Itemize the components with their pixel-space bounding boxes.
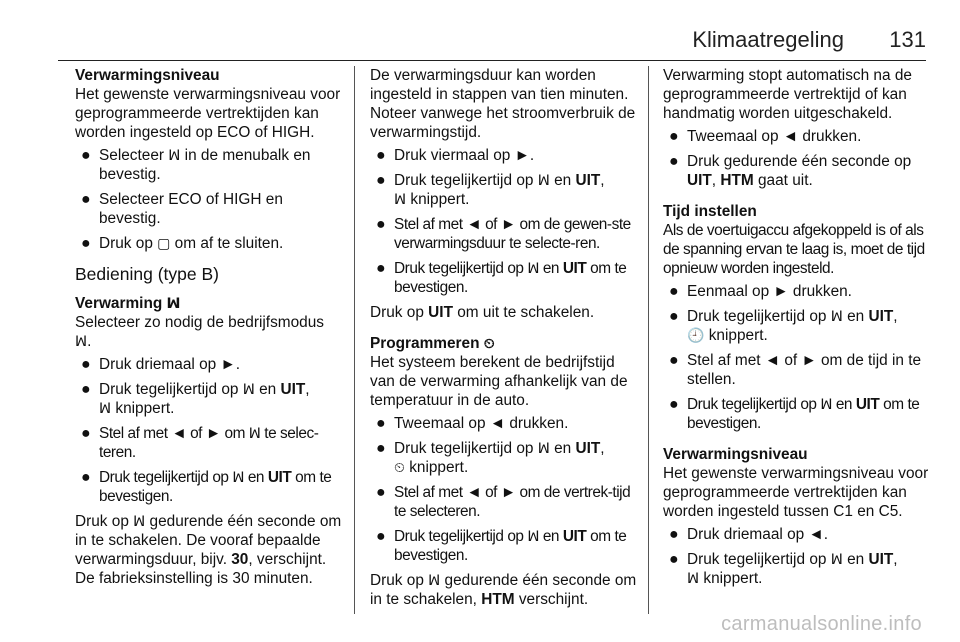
bullet-icon: ● <box>81 381 91 398</box>
heater-icon: ꟽ <box>242 381 255 397</box>
bullet-icon: ● <box>81 425 91 442</box>
bullet-list <box>75 355 343 506</box>
paragraph: Verwarming stopt automatisch na de geprogrammeerde vertrektijd of kan handmatig worden uitgeschakeld. <box>663 67 912 122</box>
bullet-icon: ● <box>669 551 679 568</box>
heater-icon: ꟽ <box>687 570 700 586</box>
heater-icon: ꟽ <box>99 400 112 416</box>
section-heading: Verwarming ꟽ <box>75 295 181 312</box>
heater-icon: ꟽ <box>168 147 181 163</box>
bullet-icon: ● <box>376 484 386 501</box>
bullet-icon: ● <box>669 283 679 300</box>
list-item: ● Tweemaal op ◄ drukken. <box>669 128 862 145</box>
bullet-icon: ● <box>376 172 386 189</box>
bullet-icon: ● <box>669 128 679 145</box>
list-item: ● Stel af met ◄ of ► om de tijd in te stellen. <box>669 352 922 388</box>
page-title: Klimaatregeling <box>692 27 844 52</box>
list-item: ● Eenmaal op ► drukken. <box>669 283 852 300</box>
heater-icon: ꟽ <box>394 191 407 207</box>
list-item: ● Tweemaal op ◄ drukken. <box>376 415 569 432</box>
list-item: ● Druk tegelijkertijd op ꟽ en UIT, ꟽ knippert. <box>669 551 898 587</box>
bullet-icon: ● <box>376 216 386 233</box>
paragraph: Het gewenste verwarmingsniveau voor geprogrammeerde vertrektijden kan worden ingesteld op ECO of HIGH. <box>75 86 341 141</box>
arrow-left-icon: ◄ <box>489 415 506 432</box>
page-header <box>58 20 926 61</box>
bullet-list <box>663 127 931 190</box>
bullet-icon: ● <box>81 147 91 164</box>
list-item: ● Stel af met ◄ of ► om ꟽ te selec-teren. <box>81 425 319 461</box>
heater-icon: ꟽ <box>133 513 146 529</box>
bullet-icon: ● <box>669 396 679 413</box>
bullet-icon: ● <box>376 415 386 432</box>
heater-icon: ꟽ <box>830 551 843 567</box>
heater-icon: ꟽ <box>820 396 832 412</box>
arrow-left-icon: ◄ <box>171 425 187 442</box>
heater-icon: ꟽ <box>166 295 181 311</box>
back-icon: ▢ <box>157 235 171 251</box>
paragraph: Selecteer zo nodig de bedrijfsmodus ꟽ. <box>75 314 324 350</box>
bullet-icon: ● <box>669 352 679 369</box>
bullet-icon: ● <box>376 528 386 545</box>
watermark: carmanualsonline.info <box>721 613 922 635</box>
bullet-icon: ● <box>81 235 91 252</box>
heater-icon: ꟽ <box>232 469 244 485</box>
list-item: ● Stel af met ◄ of ► om de gewen-ste verwarmingsduur te selecte-ren. <box>376 216 631 252</box>
arrow-right-icon: ► <box>500 484 516 501</box>
section-heading: Tijd instellen <box>663 203 757 220</box>
list-item: ● Druk viermaal op ►. <box>376 147 535 164</box>
bullet-list <box>75 146 343 253</box>
bullet-icon: ● <box>376 147 386 164</box>
bullet-icon: ● <box>81 356 91 373</box>
arrow-left-icon: ◄ <box>808 526 824 543</box>
column-divider-1 <box>354 66 355 614</box>
page-number: 131 <box>889 27 926 52</box>
column-2 <box>370 66 638 609</box>
list-item: ● Druk gedurende één seconde op UIT, HTM gaat uit. <box>669 153 912 189</box>
timer-icon: ⏲ <box>394 459 405 475</box>
bullet-icon: ● <box>669 153 679 170</box>
list-item: ● Druk tegelijkertijd op ꟽ en UIT om te bevestigen. <box>376 260 627 296</box>
paragraph: Druk op ꟽ gedurende één seconde om in te schakelen, HTM verschijnt. <box>370 572 637 608</box>
list-item: ● Stel af met ◄ of ► om de vertrek-tijd te selecteren. <box>376 484 631 520</box>
heater-icon: ꟽ <box>75 333 88 349</box>
paragraph: Druk op ꟽ gedurende één seconde om in te schakelen. De vooraf bepaalde verwarmingsduur, bijv. 30, verschijnt. De fabrieksinstelling is 30 minuten. <box>75 513 342 587</box>
list-item: ● Druk tegelijkertijd op ꟽ en UIT om te bevestigen. <box>81 469 332 505</box>
column-divider-2 <box>648 66 649 614</box>
section-heading: Verwarmingsniveau <box>663 446 808 463</box>
heater-icon: ꟽ <box>537 172 550 188</box>
heater-icon: ꟽ <box>830 308 843 324</box>
arrow-right-icon: ► <box>514 147 530 164</box>
arrow-right-icon: ► <box>773 283 789 300</box>
list-item: ● Druk driemaal op ►. <box>81 356 240 373</box>
arrow-right-icon: ► <box>500 216 516 233</box>
bullet-list <box>370 146 638 297</box>
column-1 <box>75 66 343 588</box>
heater-icon: ꟽ <box>527 528 539 544</box>
bullet-icon: ● <box>669 308 679 325</box>
heater-icon: ꟽ <box>428 572 441 588</box>
bullet-list <box>663 282 931 433</box>
clock-icon: 🕘 <box>687 327 705 343</box>
list-item: ● Druk tegelijkertijd op ꟽ en UIT om te bevestigen. <box>669 396 920 432</box>
section-heading: Programmeren ⏲ <box>370 335 495 352</box>
list-item: ● Selecteer ꟽ in de menubalk en bevestig. <box>81 147 311 183</box>
list-item: ● Druk op ▢ om af te sluiten. <box>81 235 284 252</box>
column-3 <box>663 66 931 594</box>
bullet-icon: ● <box>81 469 91 486</box>
arrow-left-icon: ◄ <box>466 216 482 233</box>
arrow-right-icon: ► <box>220 356 236 373</box>
bullet-list <box>370 414 638 565</box>
list-item: ● Druk tegelijkertijd op ꟽ en UIT, ꟽ knippert. <box>81 381 310 417</box>
list-item: ● Druk tegelijkertijd op ꟽ en UIT, 🕘 knippert. <box>669 308 898 344</box>
paragraph: Het systeem berekent de bedrijfstijd van de verwarming afhankelijk van de temperatuur in de auto. <box>370 354 628 409</box>
list-item: ● Druk tegelijkertijd op ꟽ en UIT, ꟽ knippert. <box>376 172 605 208</box>
section-heading: Verwarmingsniveau <box>75 67 220 84</box>
paragraph: De verwarmingsduur kan worden ingesteld in stappen van tien minuten. Noteer vanwege het stroomverbruik de verwarmingstijd. <box>370 67 636 141</box>
list-item: ● Selecteer ECO of HIGH en bevestig. <box>81 191 283 227</box>
arrow-left-icon: ◄ <box>782 128 799 145</box>
bullet-icon: ● <box>376 260 386 277</box>
paragraph: Als de voertuigaccu afgekoppeld is of als de spanning ervan te laag is, moet de tijd opnieuw worden ingesteld. <box>663 222 925 277</box>
bullet-icon: ● <box>81 191 91 208</box>
list-item: ● Druk driemaal op ◄. <box>669 526 828 543</box>
heater-icon: ꟽ <box>248 425 261 441</box>
heater-icon: ꟽ <box>537 440 550 456</box>
bullet-list <box>663 525 931 588</box>
bullet-icon: ● <box>669 526 679 543</box>
timer-icon: ⏲ <box>483 335 495 351</box>
paragraph: Het gewenste verwarmingsniveau voor geprogrammeerde vertrektijden kan worden ingesteld tussen C1 en C5. <box>663 465 929 520</box>
section-title: Bediening (type B) <box>75 264 219 284</box>
list-item: ● Druk tegelijkertijd op ꟽ en UIT om te bevestigen. <box>376 528 627 564</box>
heater-icon: ꟽ <box>527 260 539 276</box>
list-item: ● Druk tegelijkertijd op ꟽ en UIT, ⏲ knippert. <box>376 440 605 476</box>
paragraph: Druk op UIT om uit te schakelen. <box>370 304 595 321</box>
arrow-left-icon: ◄ <box>764 352 781 369</box>
arrow-left-icon: ◄ <box>466 484 482 501</box>
arrow-right-icon: ► <box>801 352 817 369</box>
arrow-right-icon: ► <box>205 425 221 442</box>
bullet-icon: ● <box>376 440 386 457</box>
